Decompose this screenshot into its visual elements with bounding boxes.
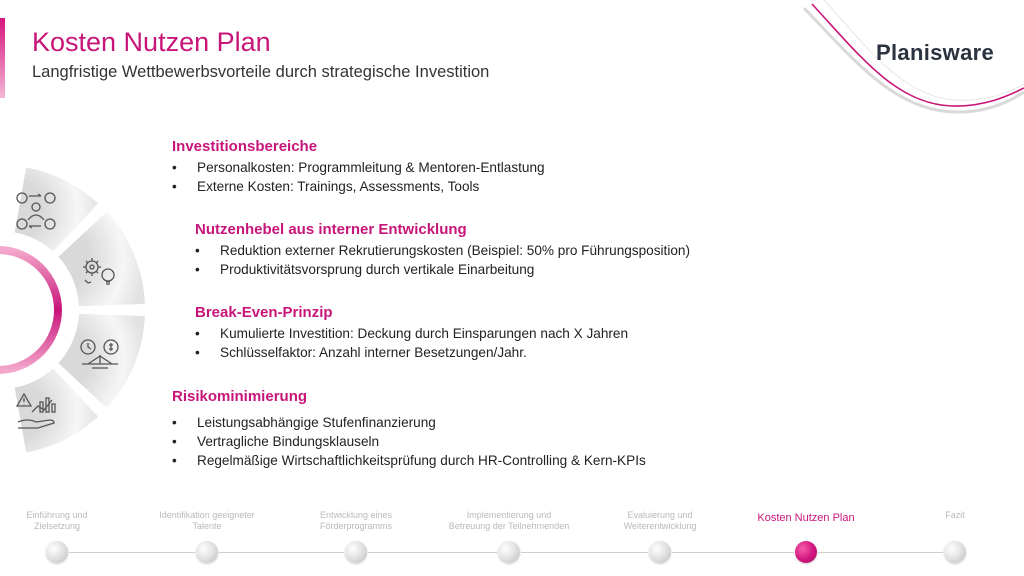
section-risikominimierung [172, 388, 646, 470]
list-item: • Personalkosten: Programmleitung & Mentoren-Entlastung [172, 158, 545, 177]
gear-lightbulb-icon [80, 255, 120, 289]
section-heading: Investitionsbereiche [172, 138, 318, 155]
page-subtitle: Langfristige Wettbewerbsvorteile durch strategische Investition [32, 63, 490, 81]
list-item: • Externe Kosten: Trainings, Assessments, Tools [172, 177, 545, 196]
timeline-dot[interactable] [649, 541, 671, 563]
section-heading: Break-Even-Prinzip [195, 304, 333, 321]
timeline-step-label[interactable]: Einführung und Zielsetzung [26, 510, 88, 531]
timeline-connector [368, 552, 497, 553]
page-title: Kosten Nutzen Plan [32, 27, 271, 57]
list-item: • Reduktion externer Rekrutierungskosten (Beispiel: 50% pro Führungsposition) [195, 241, 690, 260]
timeline-dot[interactable] [196, 541, 218, 563]
timeline-connector [818, 552, 943, 553]
timeline-connector [219, 552, 344, 553]
list-item: • Leistungsabhängige Stufenfinanzierung [172, 413, 646, 432]
section-break-even [195, 304, 628, 362]
timeline-step-label[interactable]: Fazit [945, 510, 965, 520]
section-heading: Nutzenhebel aus interner Entwicklung [195, 221, 467, 238]
clock-money-balance-icon [78, 338, 122, 372]
timeline-connector [521, 552, 648, 553]
section-nutzenhebel [195, 221, 690, 279]
timeline-step-label[interactable]: Implementierung und Betreuung der Teilnehmenden [448, 510, 570, 531]
people-exchange-icon [14, 190, 58, 232]
timeline-step-label[interactable]: Identifikation geeigneter Talente [159, 510, 255, 531]
list-item: • Schlüsselfaktor: Anzahl interner Besetzungen/Jahr. [195, 343, 628, 362]
timeline-dot[interactable] [498, 541, 520, 563]
list-item: • Produktivitätsvorsprung durch vertikale Einarbeitung [195, 260, 690, 279]
timeline-step-label[interactable]: Evaluierung und Weiterentwicklung [623, 510, 697, 531]
timeline-step-label[interactable]: Kosten Nutzen Plan [757, 512, 855, 524]
warning-chart-hand-icon [16, 392, 60, 432]
timeline-dot-active[interactable] [795, 541, 817, 563]
timeline-dot[interactable] [345, 541, 367, 563]
timeline-dot[interactable] [46, 541, 68, 563]
progress-timeline [0, 505, 1024, 576]
timeline-connector [69, 552, 195, 553]
timeline-connector [672, 552, 794, 553]
section-investitionsbereiche [172, 138, 545, 196]
timeline-dot[interactable] [944, 541, 966, 563]
planisware-logo: Planisware [876, 40, 994, 65]
list-item: • Kumulierte Investition: Deckung durch Einsparungen nach X Jahren [195, 324, 628, 343]
list-item: • Regelmäßige Wirtschaftlichkeitsprüfung durch HR-Controlling & Kern-KPIs [172, 451, 646, 470]
accent-bar [0, 18, 5, 98]
timeline-step-label[interactable]: Entwicklung eines Förderprogramms [319, 510, 393, 531]
section-heading: Risikominimierung [172, 388, 308, 405]
list-item: • Vertragliche Bindungsklauseln [172, 432, 646, 451]
